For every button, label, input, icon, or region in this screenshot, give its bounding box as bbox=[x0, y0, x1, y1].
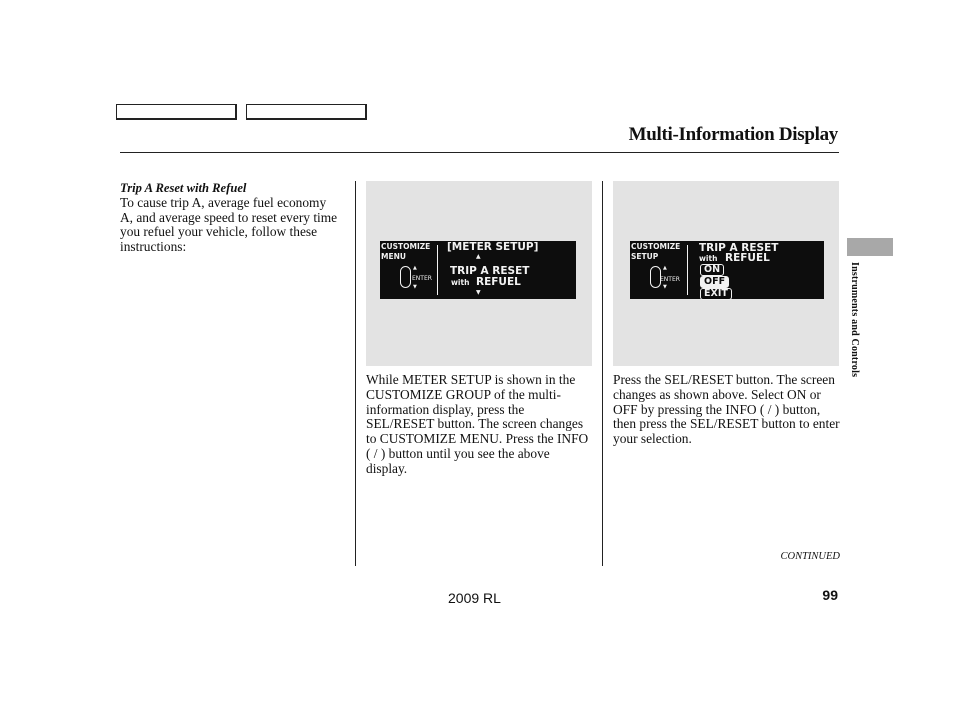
screen-line: TRIP A RESET bbox=[699, 242, 779, 254]
step1-paragraph: While METER SETUP is shown in the CUSTOMIZE GROUP of the multi-information display, press the SEL/RESET button. The screen changes to CUSTOMIZE MENU. Press the INFO ( / ) button until you see the above display. bbox=[366, 372, 589, 476]
intro-column bbox=[120, 181, 340, 255]
screen-line: with bbox=[451, 278, 470, 287]
multi-info-display-screen bbox=[630, 241, 824, 299]
screen-line: with bbox=[699, 254, 718, 263]
enter-label: ENTER bbox=[660, 276, 680, 283]
enter-label: ENTER bbox=[412, 275, 432, 282]
screen-line: REFUEL bbox=[725, 252, 770, 264]
screen-line: TRIP A RESET bbox=[450, 265, 530, 277]
step2-column bbox=[613, 373, 841, 447]
step2-paragraph: Press the SEL/RESET button. The screen changes as shown above. Select ON or OFF by pressing the INFO ( / ) button, then press the SEL/RESET button to enter your selection. bbox=[613, 372, 840, 447]
screen-line: REFUEL bbox=[476, 276, 521, 288]
arrow-up-icon: ▲ bbox=[413, 265, 417, 271]
header-rule bbox=[120, 152, 839, 153]
intro-paragraph: To cause trip A, average fuel economy A, and average speed to reset every time you refuel your vehicle, follow these instructions: bbox=[120, 194, 338, 255]
nav-button-next[interactable] bbox=[246, 104, 367, 120]
option-off-selected: OFF bbox=[700, 276, 729, 288]
screen-divider bbox=[687, 245, 688, 295]
arrow-down-icon: ▼ bbox=[663, 284, 667, 290]
arrow-down-icon: ▼ bbox=[476, 289, 481, 296]
page-title: Multi-Information Display bbox=[628, 124, 838, 145]
section-label: Instruments and Controls bbox=[849, 262, 860, 378]
page-number: 99 bbox=[822, 587, 838, 603]
screen-label: MENU bbox=[381, 252, 406, 261]
footer-model: 2009 RL bbox=[448, 590, 501, 606]
continued-label: CONTINUED bbox=[780, 551, 840, 562]
step1-column bbox=[366, 373, 594, 477]
screen-label: CUSTOMIZE bbox=[381, 242, 431, 251]
screen-label: SETUP bbox=[631, 252, 659, 261]
arrow-down-icon: ▼ bbox=[413, 284, 417, 290]
arrow-up-icon: ▲ bbox=[663, 265, 667, 271]
section-subheading: Trip A Reset with Refuel bbox=[120, 181, 247, 195]
section-tab bbox=[847, 238, 893, 256]
screen-divider bbox=[437, 245, 438, 295]
nav-button-previous[interactable] bbox=[116, 104, 237, 120]
column-divider bbox=[355, 181, 356, 566]
multi-info-display-screen bbox=[380, 241, 576, 299]
option-on: ON bbox=[700, 264, 724, 276]
info-knob-icon bbox=[400, 266, 411, 288]
column-divider bbox=[602, 181, 603, 566]
screen-title: [METER SETUP] bbox=[447, 241, 539, 253]
screen-label: CUSTOMIZE bbox=[631, 242, 681, 251]
arrow-up-icon: ▲ bbox=[476, 253, 481, 260]
option-exit: EXIT bbox=[700, 288, 732, 300]
